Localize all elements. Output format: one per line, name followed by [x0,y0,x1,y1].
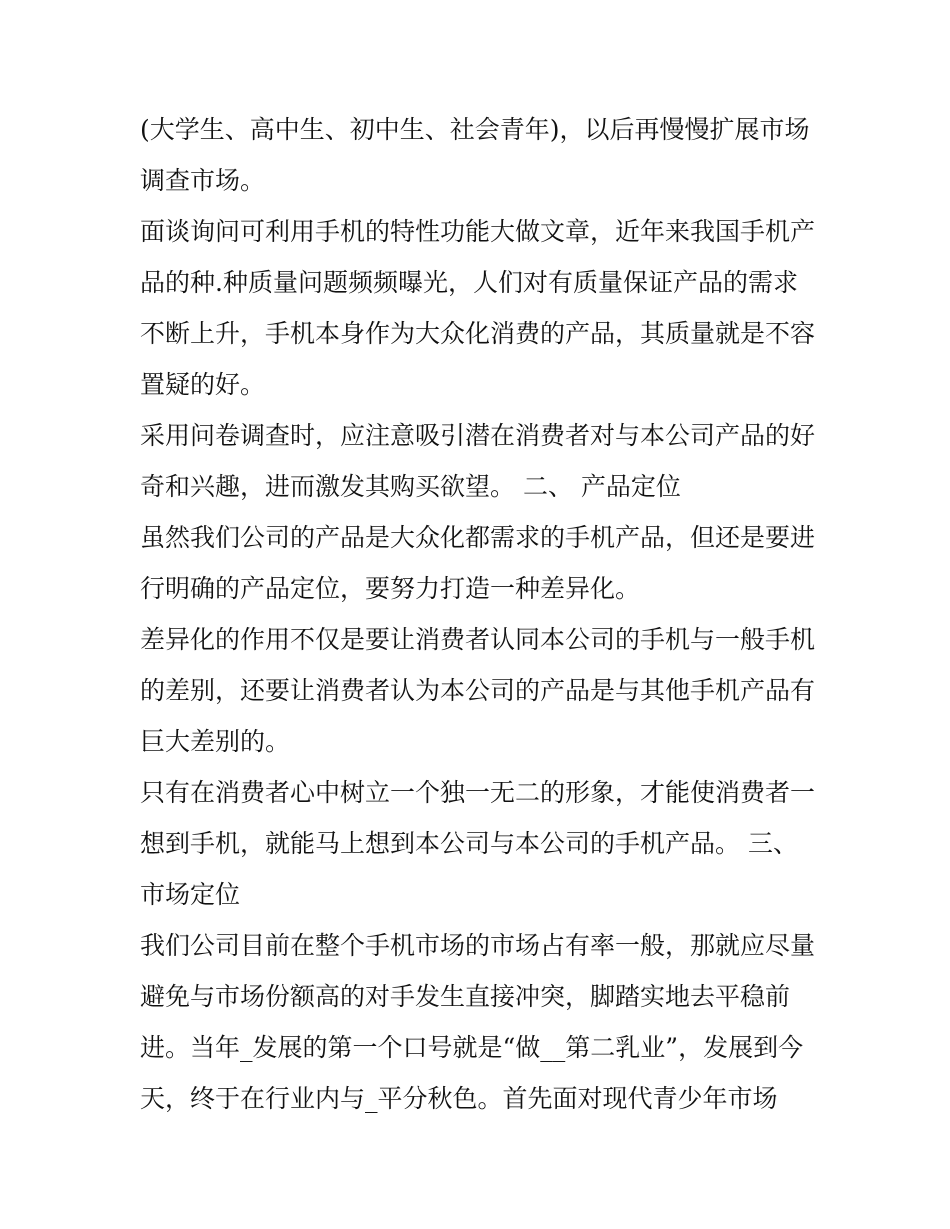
text-line-18: 避免与市场份额高的对手发生直接冲突，脚踏实地去平稳前 [140,982,791,1011]
text-line-4: 品的种.种质量问题频频曝光，人们对有质量保证产品的需求 [140,268,798,297]
text-line-15: 想到手机，就能马上想到本公司与本公司的手机产品。 三、 [140,829,798,858]
document-body-text [140,104,830,1124]
text-line-5: 不断上升，手机本身作为大众化消费的产品，其质量就是不容 [140,319,816,348]
text-line-7: 采用问卷调查时，应注意吸引潜在消费者对与本公司产品的好 [140,421,816,450]
text-line-10: 行明确的产品定位，要努力打造一种差异化。 [140,574,641,603]
text-line-8: 奇和兴趣，进而激发其购买欲望。 二、 产品定位 [140,472,681,501]
text-line-3: 面谈询问可利用手机的特性功能大做文章，近年来我国手机产 [140,217,816,246]
text-line-14: 只有在消费者心中树立一个独一无二的形象，才能使消费者一 [140,778,816,807]
text-line-19: 进。当年_发展的第一个口号就是“做__第二乳业”，发展到今 [140,1033,804,1062]
text-line-1: (大学生、高中生、初中生、社会青年)，以后再慢慢扩展市场 [140,115,810,144]
text-line-17: 我们公司目前在整个手机市场的市场占有率一般，那就应尽量 [140,931,816,960]
text-line-2: 调查市场。 [140,166,266,195]
text-line-11: 差异化的作用不仅是要让消费者认同本公司的手机与一般手机 [140,625,816,654]
text-line-16: 市场定位 [140,880,241,909]
text-line-13: 巨大差别的。 [140,727,291,756]
text-line-12: 的差别，还要让消费者认为本公司的产品是与其他手机产品有 [140,676,816,705]
text-line-20: 天，终于在行业内与_平分秋色。首先面对现代青少年市场 [140,1084,778,1113]
text-line-6: 置疑的好。 [140,370,266,399]
text-line-9: 虽然我们公司的产品是大众化都需求的手机产品，但还是要进 [140,523,816,552]
